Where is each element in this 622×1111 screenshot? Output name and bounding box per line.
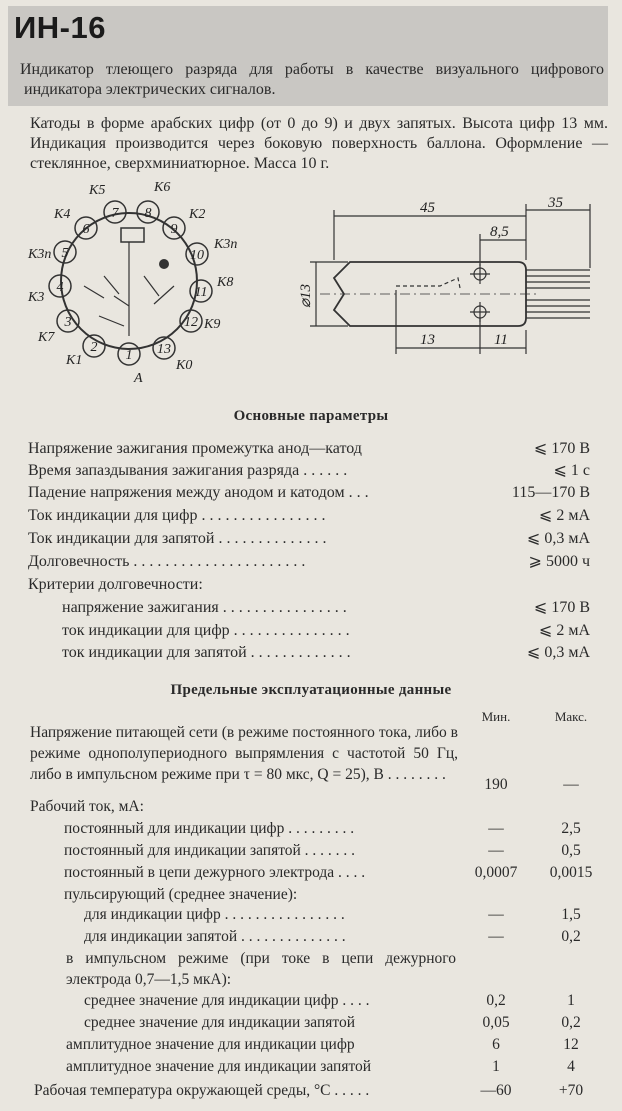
pin-1: 1 — [125, 348, 133, 363]
pin-2: 2 — [90, 340, 98, 355]
pin-3: 3 — [64, 315, 72, 330]
param-value: 115—170 В — [511, 484, 590, 501]
param-label: ток индикации для запятой . . . . . . . . . . . . . — [62, 644, 351, 661]
pin-12: 12 — [184, 315, 198, 330]
min-value: 1 — [492, 1058, 500, 1075]
label-k1: K1 — [66, 353, 83, 368]
min-value: —60 — [480, 1082, 512, 1099]
label-k7: K7 — [38, 330, 55, 345]
limit-label: Рабочая температура окружающей среды, °C . . . . . — [34, 1082, 370, 1099]
param-value: ⩽ 0,3 мА — [526, 644, 590, 661]
label-k6: K6 — [154, 180, 171, 195]
limit-label: постоянный для индикации цифр . . . . . . . . . — [64, 820, 355, 837]
temperature-row — [0, 1080, 622, 1101]
param-value: ⩽ 2 мА — [538, 507, 590, 524]
label-k3p-left: K3п — [28, 247, 52, 262]
param-row — [28, 438, 590, 460]
param-row — [28, 528, 590, 550]
param-row — [28, 551, 590, 573]
max-value: 0,0015 — [549, 864, 593, 881]
page-subtitle: Индикатор тлеющего разряда для работы в качестве визуального цифрового индикатора электрических сигналов. — [20, 61, 604, 98]
col-max-header: Макс. — [554, 709, 588, 724]
max-value: 1 — [567, 992, 575, 1009]
intro-paragraph: Катоды в форме арабских цифр (от 0 до 9) и двух запятых. Высота цифр 13 мм. Индикация производится через боковую поверхность баллона. Оформление — стеклянное, сверхминиатюрное. Масса 10 г. — [30, 115, 608, 172]
max-value: +70 — [558, 1082, 584, 1099]
criteria-row — [62, 620, 590, 642]
limit-row — [0, 1056, 622, 1077]
limit-label: для индикации запятой . . . . . . . . . . . . . . — [84, 928, 346, 945]
min-value: — — [488, 842, 504, 859]
limit-row — [0, 840, 622, 861]
criteria-label: Критерии долговечности: — [28, 576, 203, 593]
pin-10: 10 — [190, 248, 204, 263]
limit-row — [0, 990, 622, 1011]
param-value: ⩽ 170 В — [533, 440, 590, 457]
datasheet-page: ИН-16 Индикатор тлеющего разряда для работы в качестве визуального цифрового индикатора электрических сигналов. Катоды в форме арабских цифр (от 0 до 9) и двух запятых. Высота цифр 13 мм. Индикация производится через боковую поверхность баллона. Оформление — стеклянное, сверхминиатюрное. Масса 10 г. 1 2 3 4 5 6 7 8 9 10 11 12 13 K5 K6 K4 K2 K3п K3п K8 K3 K9 K7 K1 K0 A 45 35 8,5 ⌀13 13 11 Основные параметры Напряжение зажигания промежутка анод—катод ⩽ 170 В Время запаздывания зажигания разряда . . . . . . ⩽ 1 с Падение напряжения между анодом и катодом . . . 115—170 В Ток индикации для цифр . . . . . . . . . . . . . . . . ⩽ 2 мА Ток индикации для запятой . . . . . . . . . . . . . . ⩽ 0,3 мА Долговечность . . . . . . . . . . . . . . . . . . . . . . ⩾ 5000 ч Критерии долговечности: напряжение зажигания . . . . . . . . . . . . . . . . ⩽ 170 В ток индикации для цифр . . . . . . . . . . . . . . . ⩽ 2 мА ток индикации для запятой . . . . . . . . . . . . . ⩽ 0,3 мА Предельные эксплуатационные данные Мин. Макс. Напряжение питающей сети (в режиме постоянного тока, либо в режиме однополупериодного выпрямления с частотой 50 Гц, либо в импульсном режиме при τ = 80 мкс, Q = 25), В . . . . . . . . 190 — Рабочий ток, мА: постоянный для индикации цифр . . . . . . . . . — 2,5 постоянный для индикации запятой . . . . . . . — 0,5 постоянный в цепи дежурного электрода . . . . 0,0007 0,0015 пульсирующий (среднее значение): для индикации цифр . . . . . . . . . . . . . . . . — 1,5 для индикации запятой . . . . . . . . . . . . . . — 0,2 в импульсном режиме (при токе в цепи дежурного электрода 0,7—1,5 мкА): среднее значение для индикации цифр . . . . 0,2 1 среднее значение для индикации запятой 0,05 0,2 амплитудное значение для индикации цифр 6 12 амплитудное значение для индикации запятой 1 4 Рабочая температура окружающей среды, °C . . . . . —60 +70 — [0, 0, 622, 1111]
dim-35: 35 — [548, 195, 563, 211]
pin-13: 13 — [157, 342, 171, 357]
max-value: 1,5 — [561, 906, 581, 923]
label-k9: K9 — [204, 317, 221, 332]
dim-13: 13 — [420, 332, 435, 348]
limit-label: среднее значение для индикации цифр . . . . — [84, 992, 370, 1009]
label-k5: K5 — [89, 183, 106, 198]
pin-4: 4 — [56, 280, 64, 295]
param-value: ⩽ 170 В — [533, 599, 590, 616]
label-anode: A — [134, 371, 143, 386]
pin-9: 9 — [170, 222, 178, 237]
limit-row — [0, 904, 622, 925]
impulse-mode-label: в импульсном режиме (при токе в цепи дежурного электрода 0,7—1,5 мкА): — [66, 950, 456, 988]
limit-label: амплитудное значение для индикации запятой — [66, 1058, 372, 1075]
col-min-header: Мин. — [481, 709, 511, 724]
limit-row — [0, 818, 622, 839]
max-value: 0,2 — [561, 1014, 581, 1031]
param-label: напряжение зажигания . . . . . . . . . . . . . . . . — [62, 599, 347, 616]
limit-row — [0, 1012, 622, 1033]
limit-label: постоянный в цепи дежурного электрода . . . . — [64, 864, 366, 881]
min-value: — — [488, 906, 504, 923]
param-label: Долговечность . . . . . . . . . . . . . . . . . . . . . . — [28, 553, 306, 570]
param-row — [28, 505, 590, 527]
param-value: ⩽ 0,3 мА — [526, 530, 590, 547]
dim-8-5: 8,5 — [490, 224, 509, 240]
label-k3p-right: K3п — [214, 237, 238, 252]
label-k4: K4 — [54, 207, 71, 222]
min-value: 0,0007 — [474, 864, 518, 881]
param-value: ⩽ 1 с — [553, 462, 590, 479]
param-label: Ток индикации для цифр . . . . . . . . . . . . . . . . — [28, 507, 326, 524]
page-title: ИН-16 — [14, 10, 106, 45]
limit-label: для индикации цифр . . . . . . . . . . . . . . . . — [84, 906, 345, 923]
min-value: 6 — [492, 1036, 500, 1053]
max-value: 2,5 — [561, 820, 581, 837]
param-value: ⩾ 5000 ч — [528, 553, 590, 570]
supply-voltage-label: Напряжение питающей сети (в режиме постоянного тока, либо в режиме однополупериодного выпрямления с частотой 50 Гц, либо в импульсном режиме при τ = 80 мкс, Q = 25), В . . . . . . . . — [30, 724, 458, 783]
label-k3: K3 — [28, 290, 45, 305]
outline-drawing — [290, 190, 610, 370]
limit-label: амплитудное значение для индикации цифр — [66, 1036, 355, 1053]
criteria-row — [62, 597, 590, 619]
param-label: Падение напряжения между анодом и катодом . . . — [28, 484, 369, 501]
min-value: — — [488, 820, 504, 837]
min-value: 190 — [484, 776, 508, 793]
dim-45: 45 — [420, 200, 435, 216]
limit-row — [0, 926, 622, 947]
limits-heading: Предельные эксплуатационные данные — [170, 682, 452, 698]
param-label: ток индикации для цифр . . . . . . . . . . . . . . . — [62, 622, 350, 639]
param-row — [28, 482, 590, 504]
criteria-row — [62, 642, 590, 664]
param-row — [28, 460, 590, 482]
pinout-diagram — [24, 176, 274, 396]
pin-7: 7 — [111, 206, 119, 221]
max-value: 4 — [567, 1058, 575, 1075]
min-value: — — [488, 928, 504, 945]
max-value: 12 — [563, 1036, 579, 1053]
param-label: Напряжение зажигания промежутка анод—катод — [28, 440, 362, 457]
max-value: — — [563, 776, 579, 793]
main-params-heading: Основные параметры — [233, 408, 389, 424]
dim-11: 11 — [494, 332, 508, 348]
param-label: Ток индикации для запятой . . . . . . . . . . . . . . — [28, 530, 327, 547]
limit-label: постоянный для индикации запятой . . . . . . . — [64, 842, 356, 859]
supply-voltage-values — [0, 774, 622, 795]
limit-row — [0, 862, 622, 883]
dim-diameter-13: ⌀13 — [298, 283, 314, 308]
pin-5: 5 — [61, 246, 69, 261]
label-k0: K0 — [176, 358, 193, 373]
pin-8: 8 — [144, 206, 152, 221]
min-value: 0,2 — [486, 992, 506, 1009]
min-value: 0,05 — [482, 1014, 510, 1031]
param-value: ⩽ 2 мА — [538, 622, 590, 639]
param-label: Время запаздывания зажигания разряда . . . . . . — [28, 462, 348, 479]
label-k8: K8 — [217, 275, 234, 290]
max-value: 0,2 — [561, 928, 581, 945]
label-k2: K2 — [189, 207, 206, 222]
pin-11: 11 — [194, 285, 208, 300]
max-value: 0,5 — [561, 842, 581, 859]
limit-row — [0, 1034, 622, 1055]
pin-6: 6 — [82, 222, 90, 237]
limit-label: среднее значение для индикации запятой — [84, 1014, 355, 1031]
